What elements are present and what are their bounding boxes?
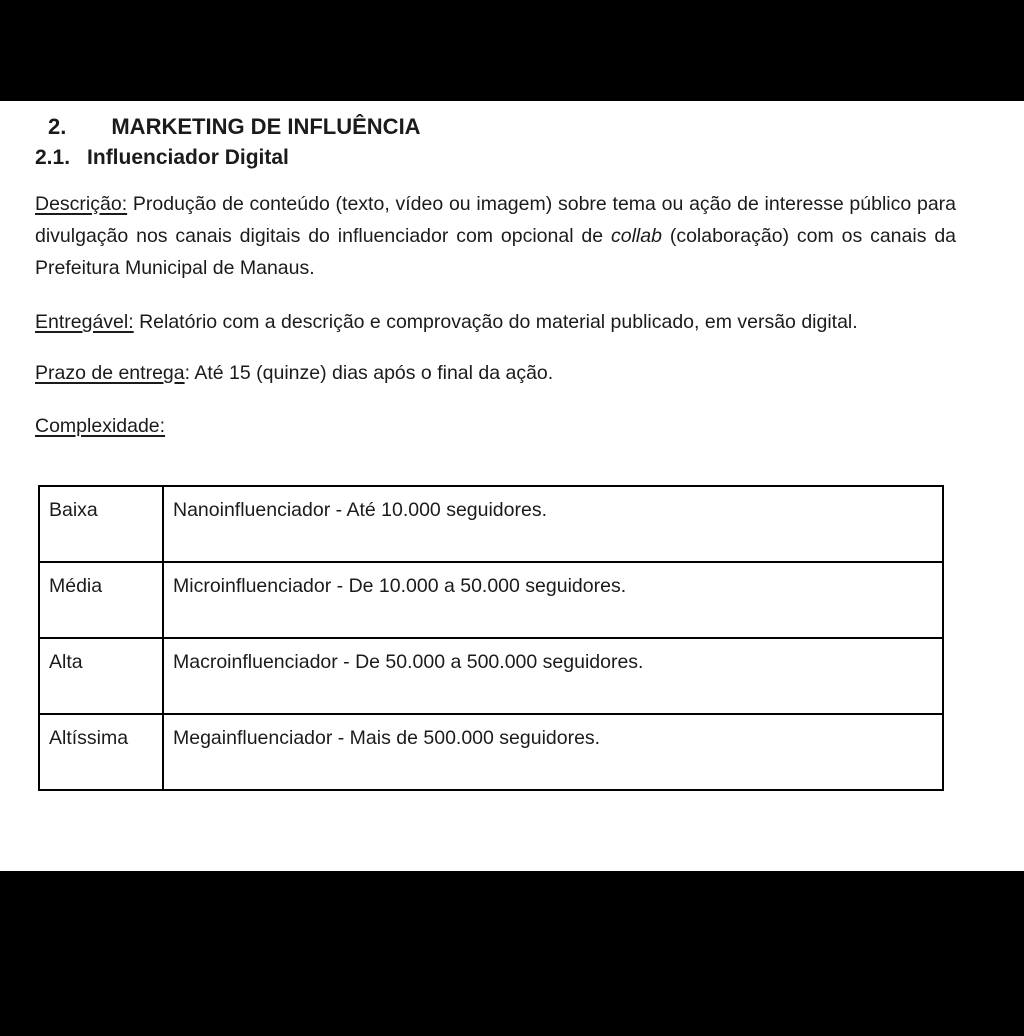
complexity-description-cell: Microinfluenciador - De 10.000 a 50.000 seguidores. (163, 562, 943, 638)
complexity-level-cell: Altíssima (39, 714, 163, 790)
prazo-label: Prazo de entrega (35, 362, 185, 384)
paragraph-entregavel (35, 306, 956, 338)
complexity-table (38, 485, 944, 791)
complexity-description-cell: Macroinfluenciador - De 50.000 a 500.000 seguidores. (163, 638, 943, 714)
subsection-heading (35, 145, 956, 171)
section-title: MARKETING DE INFLUÊNCIA (111, 114, 421, 139)
complexity-description-cell: Nanoinfluenciador - Até 10.000 seguidores. (163, 486, 943, 562)
document-page (0, 113, 1024, 871)
prazo-colon: : (184, 362, 191, 384)
paragraph-prazo (35, 357, 956, 389)
complexity-level-cell: Média (39, 562, 163, 638)
descricao-italic-word: collab (611, 225, 662, 247)
paragraph-complexidade (35, 410, 956, 442)
paragraph-descricao (35, 188, 956, 284)
complexity-description-cell: Megainfluenciador - Mais de 500.000 seguidores. (163, 714, 943, 790)
section-number: 2. (48, 114, 67, 139)
table-row (39, 486, 943, 562)
entregavel-label: Entregável: (35, 311, 134, 333)
descricao-text-2: (colaboração) com os canais da Prefeitura Municipal de Manaus. (35, 225, 957, 279)
entregavel-text: Relatório com a descrição e comprovação do material publicado, em versão digital. (139, 311, 858, 333)
subsection-number: 2.1. (35, 146, 71, 169)
table-row (39, 638, 943, 714)
subsection-title: Influenciador Digital (87, 146, 289, 169)
top-letterbox-bar (0, 0, 1024, 101)
prazo-text: Até 15 (quinze) dias após o final da ação. (194, 362, 554, 384)
section-heading (35, 113, 956, 140)
complexidade-label: Complexidade: (35, 415, 166, 437)
table-row (39, 562, 943, 638)
descricao-label: Descrição: (35, 193, 128, 215)
descricao-text-1: Produção de conteúdo (texto, vídeo ou imagem) sobre tema ou ação de interesse público para divulgação nos canais digitais do influenciador com opcional de (35, 193, 957, 247)
bottom-letterbox-bar (0, 871, 1024, 1036)
complexity-level-cell: Alta (39, 638, 163, 714)
table-row (39, 714, 943, 790)
complexity-level-cell: Baixa (39, 486, 163, 562)
